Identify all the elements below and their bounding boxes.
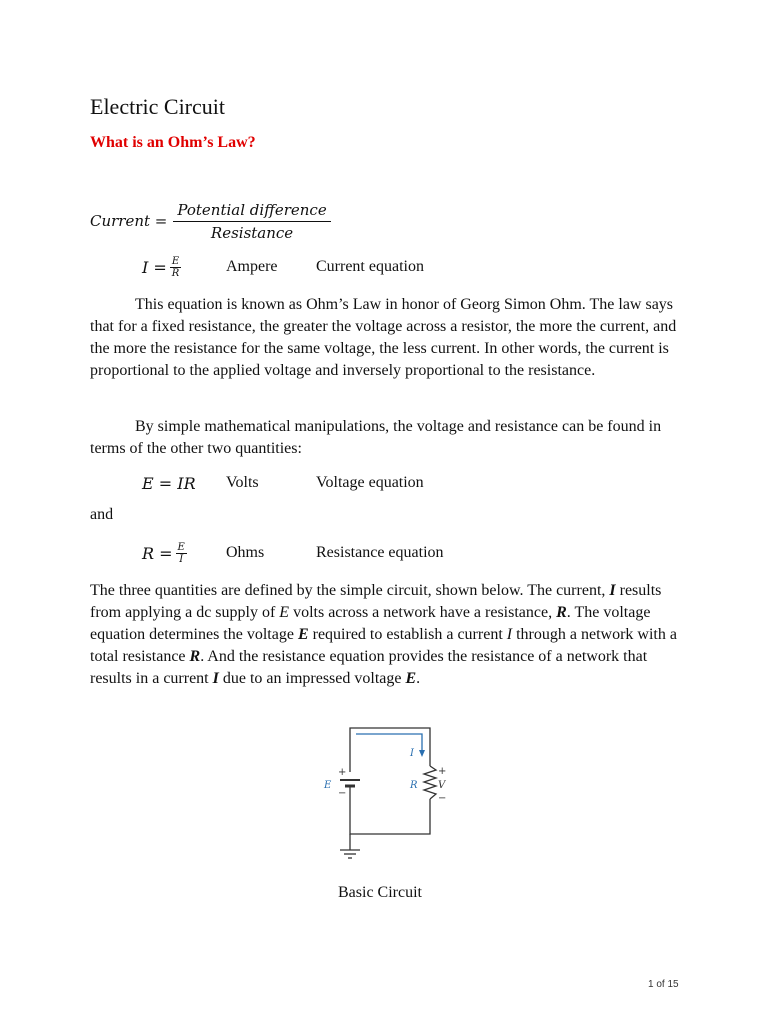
equation-name: Current equation [316, 258, 424, 275]
symbol-current: I [506, 626, 513, 643]
basic-circuit-diagram [310, 722, 460, 872]
equation-unit: Ohms [226, 544, 265, 561]
fraction-numerator: E [171, 255, 180, 267]
current-equation-row [142, 253, 424, 281]
figure-caption: Basic Circuit [338, 884, 422, 901]
circuit-wire [350, 787, 430, 834]
equation-unit: Ampere [226, 258, 278, 275]
source-minus-sign: − [338, 788, 347, 799]
current-arrow-head [419, 750, 425, 757]
page-number: 1 of 15 [648, 979, 679, 990]
fraction-numerator: E [177, 541, 185, 553]
symbol-voltage: E [279, 604, 290, 621]
current-equation-expr [142, 256, 226, 279]
fraction-denominator: I [179, 553, 184, 565]
section-heading: What is an Ohm’s Law? [90, 134, 256, 151]
equation-unit: Volts [226, 474, 259, 491]
voltage-plus-sign: + [438, 766, 447, 777]
equation-small-fraction [170, 256, 181, 279]
voltage-minus-sign: − [438, 793, 447, 804]
source-label: E [324, 780, 332, 791]
text-run: The three quantities are defined by the simple circuit, shown below. The current, [90, 582, 610, 599]
voltage-label: V [438, 780, 446, 791]
equation-fraction [173, 201, 330, 242]
paragraph-circuit-description [90, 580, 680, 690]
text-run: required to establish a current [308, 626, 507, 643]
resistor-zigzag [424, 766, 436, 799]
equation-name: Voltage equation [316, 474, 424, 491]
symbol-resistance: R [189, 648, 201, 665]
ohms-law-word-equation [90, 196, 331, 246]
voltage-equation-expr: E = IR [142, 473, 196, 493]
page-title: Electric Circuit [90, 94, 225, 119]
equation-lhs: Current = [90, 212, 168, 230]
symbol-voltage: E [405, 670, 417, 687]
symbol-current: I [212, 670, 219, 687]
resistance-equation-expr [142, 542, 226, 565]
paragraph-ohms-law: This equation is known as Ohm’s Law in honor of Georg Simon Ohm. The law says that for a fixed resistance, the greater the voltage across a resistor, the more the current, and the more the resistance for the same voltage, the less current. In other words, the current is proportional to the applied voltage and inversely proportional to the resistance. [90, 296, 677, 379]
voltage-equation-row [142, 469, 424, 497]
paragraph-manipulations: By simple mathematical manipulations, the voltage and resistance can be found in terms of the other two quantities: [90, 418, 662, 457]
text-run: . The voltage equation determines the voltage [90, 604, 651, 643]
resistance-equation-row [142, 539, 444, 567]
text-run: . [416, 670, 421, 687]
fraction-numerator: Potential difference [173, 201, 330, 222]
current-label: I [410, 748, 414, 759]
symbol-voltage: E [297, 626, 309, 643]
and-text: and [90, 506, 114, 523]
symbol-resistance: R [556, 604, 567, 621]
text-run: due to an impressed voltage [218, 670, 406, 687]
text-run: results from applying a dc supply of [90, 582, 662, 621]
equation-small-fraction [176, 542, 187, 565]
equation-var: I = [142, 257, 167, 277]
text-run: volts across a network have a resistance, [289, 604, 557, 621]
source-plus-sign: + [338, 767, 347, 778]
symbol-current: I [609, 582, 616, 599]
text-run: through a network with a total resistance [90, 626, 677, 665]
text-run: . And the resistance equation provides the resistance of a network that results in a current [90, 648, 648, 687]
resistor-label: R [410, 780, 418, 791]
equation-var: R = [142, 543, 173, 563]
fraction-denominator: Resistance [210, 223, 294, 242]
equation-name: Resistance equation [316, 544, 444, 561]
fraction-denominator: R [171, 267, 180, 279]
